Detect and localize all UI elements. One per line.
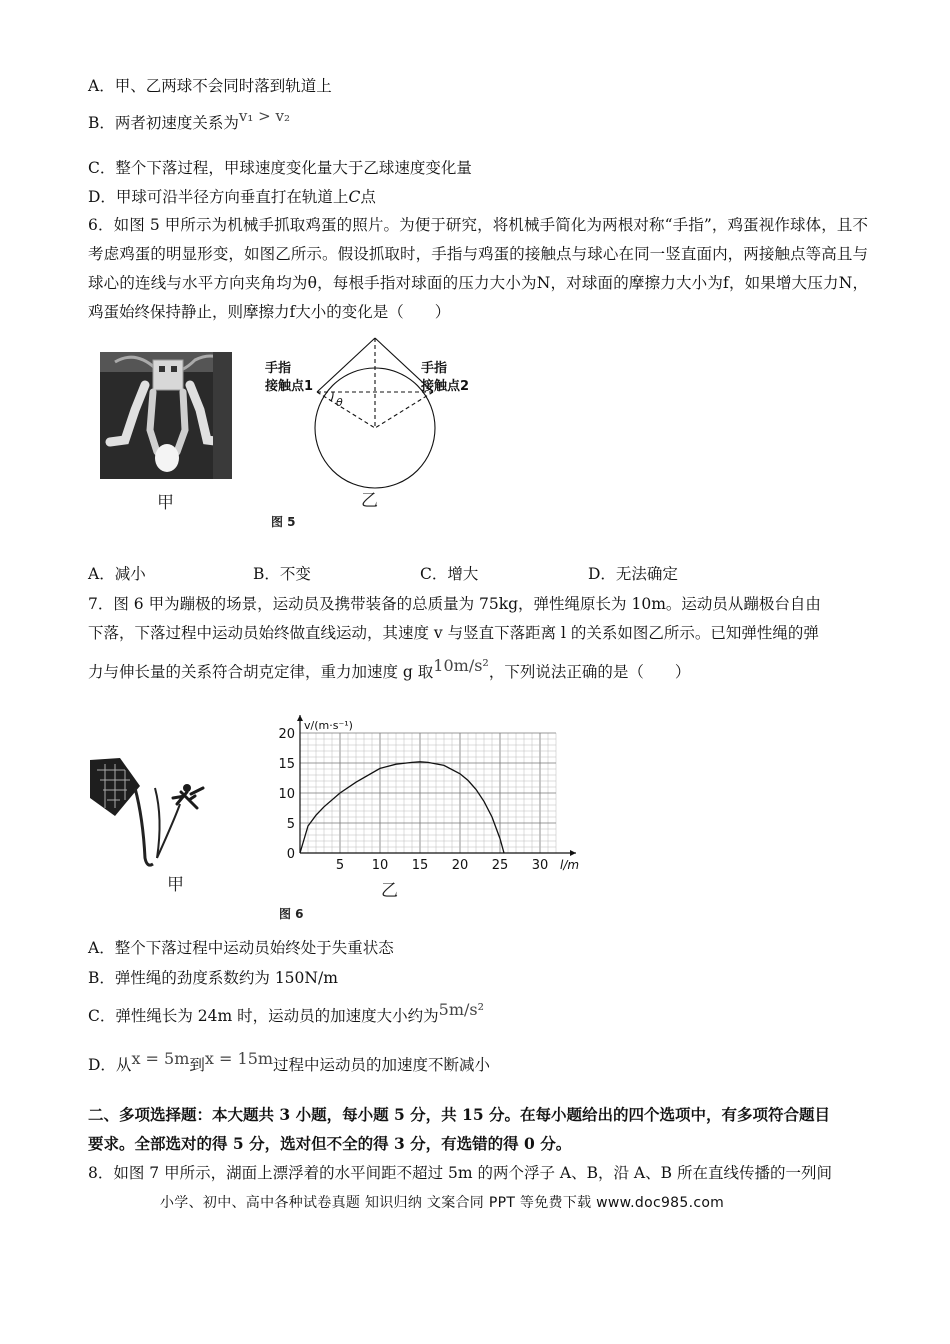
q7-stem-line1: 7．图 6 甲为蹦极的场景，运动员及携带装备的总质量为 75kg，弹性绳原长为 10m。运动员从蹦极台自由 xyxy=(88,595,821,613)
fig5-label-finger-left: 手指 xyxy=(265,361,292,376)
q5-option-d-var: C xyxy=(348,188,361,206)
q7-option-c xyxy=(88,1000,485,1027)
fig5-sub-a: 甲 xyxy=(157,493,174,513)
q5-option-d-text: D．甲球可沿半径方向垂直打在轨道上 xyxy=(88,188,349,206)
q7-option-d-suffix: 过程中运动员的加速度不断减小 xyxy=(273,1056,491,1074)
q7-option-d-mid: 到 xyxy=(189,1056,205,1074)
x-axis-arrow xyxy=(570,850,576,856)
velocity-curve xyxy=(300,762,504,853)
fig5-label-contact-2: 接触点2 xyxy=(421,379,470,394)
fig5-label-contact-1: 接触点1 xyxy=(265,379,314,394)
q7-stem-text: 力与伸长量的关系符合胡克定律，重力加速度 g 取 xyxy=(88,663,434,681)
q7-option-d-math2: x = 15m xyxy=(204,1049,274,1068)
y-tick-label: 20 xyxy=(278,727,295,742)
q5-option-d-suffix: 点 xyxy=(360,188,376,206)
q7-option-c-math: 5m/s² xyxy=(438,1000,485,1019)
q7-g-value: 10m/s² xyxy=(433,656,489,675)
fig5-caption: 图 5 xyxy=(271,515,296,529)
x-tick-label: 5 xyxy=(335,858,345,873)
y-tick-label: 15 xyxy=(278,757,295,772)
fig6-sub-b: 乙 xyxy=(381,881,398,901)
q7-option-d xyxy=(88,1049,491,1076)
velocity-distance-chart xyxy=(278,715,579,873)
q6-option-b: B．不变 xyxy=(253,565,311,583)
q6-option-c: C．增大 xyxy=(420,565,479,583)
fig6-caption: 图 6 xyxy=(279,907,304,921)
y-axis-label: v/(m·s⁻¹) xyxy=(304,719,353,732)
x-tick-label: 25 xyxy=(491,858,509,873)
q7-option-d-text: D．从 xyxy=(88,1056,132,1074)
fig5-sub-b: 乙 xyxy=(361,491,378,511)
q5-option-c: C．整个下落过程，甲球速度变化量大于乙球速度变化量 xyxy=(88,159,472,177)
q5-option-b-text: B．两者初速度关系为 xyxy=(88,114,239,132)
page-footer: 小学、初中、高中各种试卷真题 知识归纳 文案合同 PPT 等免费下载 www.doc985.com xyxy=(160,1195,725,1211)
theta-label: θ xyxy=(336,396,343,409)
q7-stem-suffix: ，下列说法正确的是（ ） xyxy=(488,663,691,681)
x-tick-label: 10 xyxy=(371,858,389,873)
q7-option-b: B．弹性绳的劲度系数约为 150N/m xyxy=(88,969,338,987)
q7-option-a: A．整个下落过程中运动员始终处于失重状态 xyxy=(88,939,394,957)
q7-stem-line3 xyxy=(88,656,691,683)
section2-header-line2: 要求。全部选对的得 5 分，选对但不全的得 3 分，有选错的得 0 分。 xyxy=(88,1134,572,1153)
x-axis-label: l/m xyxy=(560,858,580,872)
x-tick-label: 15 xyxy=(411,858,429,873)
q5-option-b xyxy=(88,107,290,134)
q5-option-d xyxy=(88,186,376,208)
q6-option-d: D．无法确定 xyxy=(588,565,678,583)
robot-hand-photo xyxy=(100,352,232,479)
q5-option-b-math: v₁ > v₂ xyxy=(238,107,290,125)
q6-option-a: A．减小 xyxy=(88,565,146,583)
fig6-sub-a: 甲 xyxy=(167,875,184,895)
q8-stem: 8．如图 7 甲所示，湖面上漂浮着的水平间距不超过 5m 的两个浮子 A、B，沿 A、B 所在直线传播的一列间 xyxy=(88,1164,832,1182)
y-tick-label: 5 xyxy=(286,817,295,832)
x-tick-label: 20 xyxy=(451,858,469,873)
x-tick-label: 30 xyxy=(531,858,549,873)
q5-option-a: A．甲、乙两球不会同时落到轨道上 xyxy=(88,77,332,95)
fig5-label-finger-right: 手指 xyxy=(421,361,448,376)
y-tick-label: 0 xyxy=(286,847,295,862)
egg-diagram xyxy=(315,338,435,488)
q6-stem: 6．如图 5 甲所示为机械手抓取鸡蛋的照片。为便于研究，将机械手简化为两根对称“手指”，鸡蛋视作球体，且不考虑鸡蛋的明显形变，如图乙所示。假设抓取时，手指与鸡蛋的接触点与球心在同一竖直面内，两接触点等高且与球心的连线与水平方向夹角均为θ，每根手指对球面的压力大小为N，对球面的摩擦力大小为f，如果增大压力N，鸡蛋始终保持静止，则摩擦力f大小的变化是（ ） xyxy=(88,216,868,321)
q7-option-c-text: C．弹性绳长为 24m 时，运动员的加速度大小约为 xyxy=(88,1007,439,1025)
section2-header-line1: 二、多项选择题：本大题共 3 小题，每小题 5 分，共 15 分。在每小题给出的四个选项中，有多项符合题目 xyxy=(88,1105,831,1124)
bungee-photo xyxy=(90,758,203,865)
y-tick-label: 10 xyxy=(278,787,295,802)
figure-6 xyxy=(85,708,580,928)
q7-option-d-math1: x = 5m xyxy=(131,1049,190,1068)
figure-5 xyxy=(95,330,470,530)
y-axis-arrow xyxy=(297,715,303,721)
q7-stem-line2: 下落，下落过程中运动员始终做直线运动，其速度 v 与竖直下落距离 l 的关系如图乙所示。已知弹性绳的弹 xyxy=(88,624,819,642)
